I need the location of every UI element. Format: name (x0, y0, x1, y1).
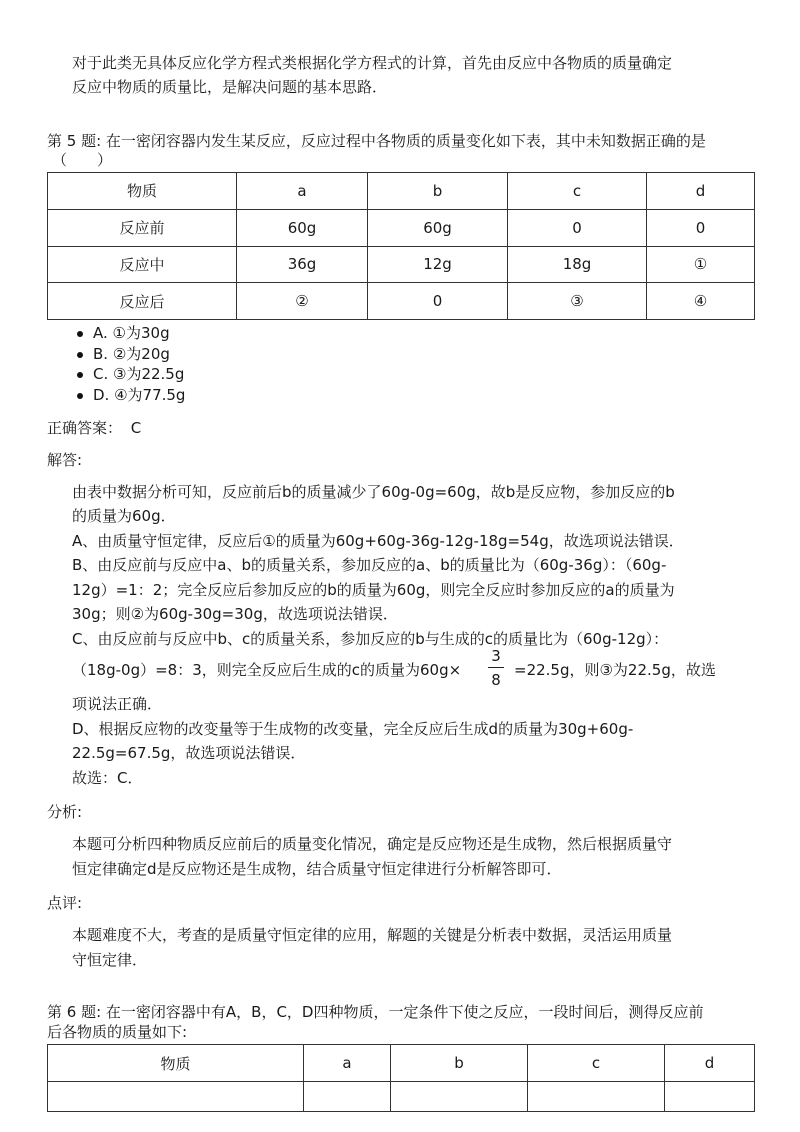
comment-line: 本题难度不大，考查的是质量守恒定律的应用，解题的关键是分析表中数据，灵活运用质量 (72, 926, 673, 944)
table-row (48, 246, 755, 283)
answer-label: 正确答案： (47, 419, 123, 437)
table-cell (304, 1082, 391, 1112)
table-cell: ② (237, 283, 368, 320)
table-cell: ④ (647, 283, 755, 320)
table-cell: 反应后 (48, 283, 237, 320)
q5-title: 第 5 题: 在一密闭容器内发生某反应，反应过程中各物质的质量变化如下表，其中未知数据正确的是 (47, 132, 706, 150)
intro-line-2: 反应中物质的质量比，是解决问题的基本思路． (72, 78, 388, 96)
solution-line: 30g；则②为60g-30g=30g，故选项说法错误． (72, 605, 398, 623)
q5-options (75, 323, 185, 405)
table-cell (528, 1082, 665, 1112)
table-header-cell: c (528, 1045, 665, 1082)
solution-line: D、根据反应物的改变量等于生成物的改变量，完全反应后生成d的质量为30g+60g- (72, 720, 634, 738)
table-header-cell: d (665, 1045, 755, 1082)
table-cell: 反应前 (48, 209, 237, 246)
q5-table (47, 172, 755, 320)
table-header-cell: b (391, 1045, 528, 1082)
table-header-cell: d (647, 173, 755, 210)
solution-line: 项说法正确． (72, 695, 163, 713)
table-header-cell: a (304, 1045, 391, 1082)
q6-title-line-2: 后各物质的质量如下: (47, 1023, 188, 1041)
option-b[interactable]: B. ②为20g (75, 344, 185, 365)
table-row (48, 209, 755, 246)
solution-line: C、由反应前与反应中b、c的质量关系，参加反应的b与生成的c的质量比为（60g-12g）： (72, 630, 669, 648)
solution-label: 解答: (47, 451, 83, 469)
solution-line: 22.5g=67.5g，故选项说法错误． (72, 744, 306, 762)
table-cell: 0 (508, 209, 647, 246)
solution-line: B、由反应前与反应中a、b的质量关系，参加反应的a、b的质量比为（60g-36g）：（60g- (72, 556, 667, 574)
table-cell (391, 1082, 528, 1112)
fraction-numerator: 3 (491, 647, 501, 665)
table-row (48, 283, 755, 320)
table-cell: 12g (368, 246, 508, 283)
table-cell: 60g (368, 209, 508, 246)
table-header-cell: c (508, 173, 647, 210)
fraction-3-over-8 (488, 646, 504, 690)
answer-row (47, 417, 141, 439)
table-row (48, 1082, 755, 1112)
solution-line: 故选：C． (72, 769, 143, 787)
table-cell: 0 (368, 283, 508, 320)
option-d[interactable]: D. ④为77.5g (75, 385, 185, 406)
solution-line: 的质量为60g． (72, 507, 176, 525)
table-cell: 反应中 (48, 246, 237, 283)
answer-value: C (130, 419, 142, 437)
option-c[interactable]: C. ③为22.5g (75, 364, 185, 385)
fraction-bar (488, 667, 504, 668)
table-header-row (48, 1045, 755, 1082)
table-header-cell: b (368, 173, 508, 210)
table-cell: 0 (647, 209, 755, 246)
solution-line: 由表中数据分析可知，反应前后b的质量减少了60g-0g=60g，故b是反应物，参加反应的b (72, 483, 675, 501)
analysis-label: 分析: (47, 803, 83, 821)
table-cell (665, 1082, 755, 1112)
solution-line-fraction-a: （18g-0g）=8：3，则完全反应后生成的c的质量为60g× (72, 661, 462, 679)
analysis-line: 恒定律确定d是反应物还是生成物，结合质量守恒定律进行分析解答即可． (72, 860, 562, 878)
solution-line-fraction-b: =22.5g，则③为22.5g，故选 (514, 661, 716, 679)
comment-line: 守恒定律． (72, 951, 148, 969)
option-a[interactable]: A. ①为30g (75, 323, 185, 344)
intro-line-1: 对于此类无具体反应化学方程式类根据化学方程式的计算，首先由反应中各物质的质量确定 (72, 54, 673, 72)
q6-table (47, 1044, 755, 1112)
q6-title: 第 6 题: 在一密闭容器中有A，B，C，D四种物质，一定条件下使之反应，一段时间后，测得反应前 (47, 1003, 704, 1021)
table-cell: 36g (237, 246, 368, 283)
analysis-line: 本题可分析四种物质反应前后的质量变化情况，确定是反应物还是生成物，然后根据质量守 (72, 835, 673, 853)
table-cell (48, 1082, 304, 1112)
table-cell: 18g (508, 246, 647, 283)
table-cell: ③ (508, 283, 647, 320)
fraction-denominator: 8 (491, 671, 501, 689)
table-cell: 60g (237, 209, 368, 246)
table-header-row (48, 173, 755, 210)
table-cell: ① (647, 246, 755, 283)
table-header-cell: a (237, 173, 368, 210)
table-header-cell: 物质 (48, 173, 237, 210)
solution-line: A、由质量守恒定律，反应后①的质量为60g+60g-36g-12g-18g=54g，故选项说法错误． (72, 532, 684, 550)
solution-line: 12g）=1：2；完全反应后参加反应的b的质量为60g，则完全反应时参加反应的a的质量为 (72, 581, 675, 599)
comment-label: 点评: (47, 894, 83, 912)
q5-title-paren: （ ） (52, 151, 113, 169)
table-header-cell: 物质 (48, 1045, 304, 1082)
